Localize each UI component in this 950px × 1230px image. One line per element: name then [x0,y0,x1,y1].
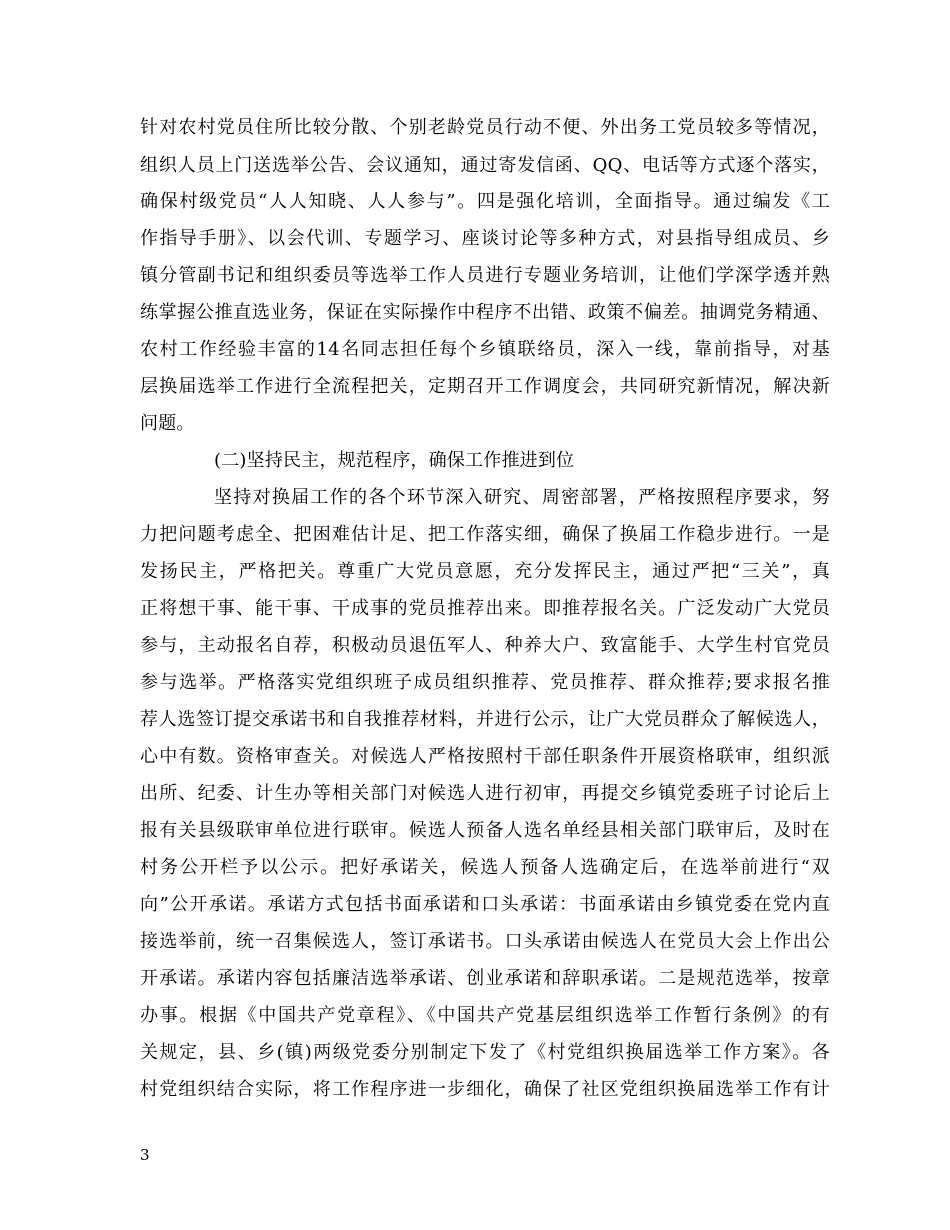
body-text-line: 组织人员上门送选举公告、会议通知，通过寄发信函、QQ、电话等方式逐个落实， [140,155,830,176]
body-text-line: 发扬民主，严格把关。尊重广大党员意愿，充分发挥民主，通过严把“三关”，真 [140,561,830,582]
body-text-line: 确保村级党员“人人知晓、人人参与”。四是强化培训，全面指导。通过编发《工 [140,191,830,212]
body-text-line: 接选举前，统一召集候选人，签订承诺书。口头承诺由候选人在党员大会上作出公 [140,931,830,952]
body-text-line: 镇分管副书记和组织委员等选举工作人员进行专题业务培训，让他们学深学透并熟 [140,265,830,286]
body-text-line: 参与，主动报名自荐，积极动员退伍军人、种养大户、致富能手、大学生村官党员 [140,635,830,656]
body-text-line: 正将想干事、能干事、干成事的党员推荐出来。即推荐报名关。广泛发动广大党员 [140,598,830,619]
body-text-line: 报有关县级联审单位进行联审。候选人预备人选名单经县相关部门联审后，及时在 [140,820,830,841]
body-text-line: 针对农村党员住所比较分散、个别老龄党员行动不便、外出务工党员较多等情况， [140,117,830,138]
body-text-line: 问题。 [140,413,195,434]
body-text-line: 力把问题考虑全、把困难估计足、把工作落实细，确保了换届工作稳步进行。一是 [140,524,830,545]
body-text-line: 向”公开承诺。承诺方式包括书面承诺和口头承诺：书面承诺由乡镇党委在党内直 [140,894,830,915]
body-text-line: 心中有数。资格审查关。对候选人严格按照村干部任职条件开展资格联审，组织派 [140,746,830,767]
body-text-line: 出所、纪委、计生办等相关部门对候选人进行初审，再提交乡镇党委班子讨论后上 [140,783,830,804]
body-text-line: 村务公开栏予以公示。把好承诺关，候选人预备人选确定后，在选举前进行“双 [140,857,830,878]
body-text-line: 开承诺。承诺内容包括廉洁选举承诺、创业承诺和辞职承诺。二是规范选举，按章 [140,968,830,989]
body-text-line: 参与选举。严格落实党组织班子成员组织推荐、党员推荐、群众推荐;要求报名推 [140,672,830,693]
page-number: 3 [140,1146,150,1164]
body-text-line: 作指导手册》、以会代训、专题学习、座谈讨论等多种方式，对县指导组成员、乡 [140,228,830,249]
body-text-line: 荐人选签订提交承诺书和自我推荐材料，并进行公示，让广大党员群众了解候选人， [140,709,830,730]
body-text-line: 层换届选举工作进行全流程把关，定期召开工作调度会，共同研究新情况，解决新 [140,376,830,397]
body-text-line: 坚持对换届工作的各个环节深入研究、周密部署，严格按照程序要求，努 [214,487,830,508]
body-text-line: 办事。根据《中国共产党章程》、《中国共产党基层组织选举工作暂行条例》的有 [140,1005,830,1026]
body-text-line: 村党组织结合实际，将工作程序进一步细化，确保了社区党组织换届选举工作有计 [140,1079,830,1100]
body-text-line: 关规定，县、乡(镇)两级党委分别制定下发了《村党组织换届选举工作方案》。各 [140,1042,830,1063]
body-text-line: 农村工作经验丰富的14名同志担任每个乡镇联络员，深入一线，靠前指导，对基 [140,339,830,360]
section-heading: (二)坚持民主，规范程序，确保工作推进到位 [214,450,575,471]
body-text-line: 练掌握公推直选业务，保证在实际操作中程序不出错、政策不偏差。抽调党务精通、 [140,302,830,323]
